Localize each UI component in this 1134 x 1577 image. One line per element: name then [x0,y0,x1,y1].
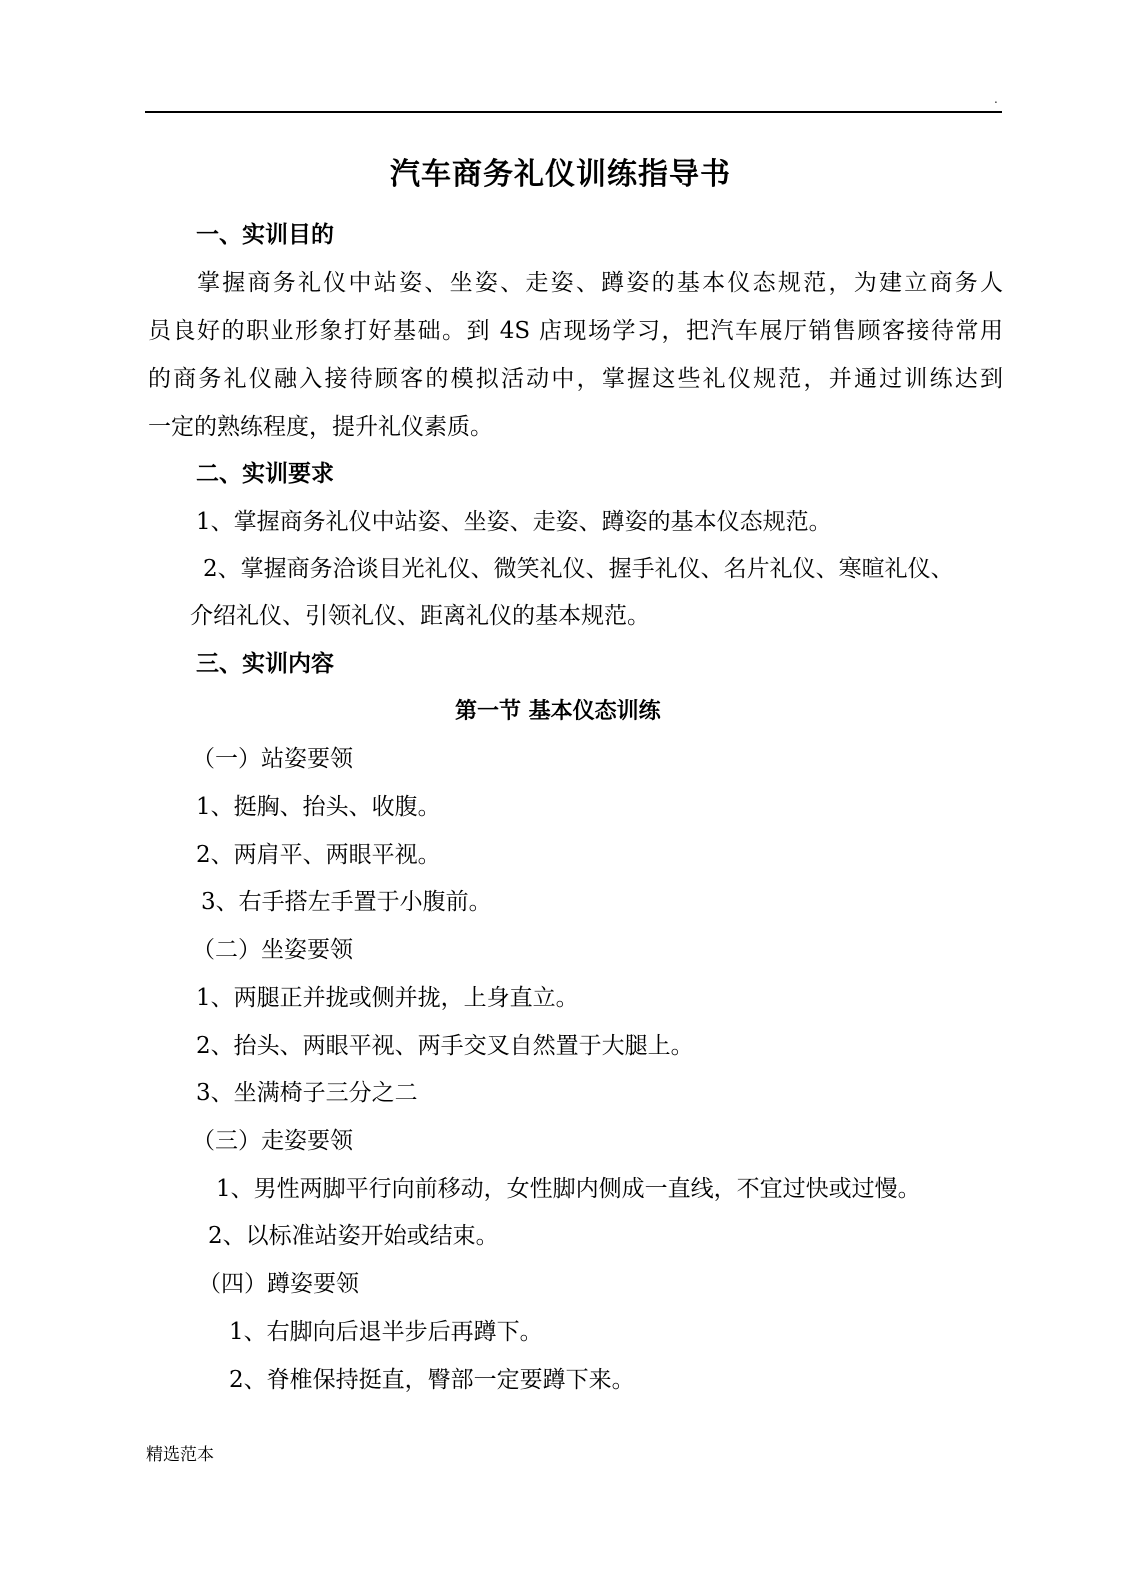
section2-item-2-line-1: 2、掌握商务洽谈目光礼仪、微笑礼仪、握手礼仪、名片礼仪、寒暄礼仪、 [203,556,954,582]
standing-item-2: 2、两肩平、两眼平视。 [196,842,441,868]
section1-line-1: 掌握商务礼仪中站姿、坐姿、走姿、蹲姿的基本仪态规范，为建立商务人 [197,270,1003,296]
walking-item-1: 1、男性两脚平行向前移动，女性脚内侧成一直线，不宜过快或过慢。 [216,1176,921,1202]
standing-heading: （一）站姿要领 [192,746,353,772]
sitting-item-3: 3、坐满椅子三分之二 [196,1080,418,1106]
walking-item-2: 2、以标准站姿开始或结束。 [208,1223,499,1249]
sitting-item-1: 1、两腿正并拢或侧并拢，上身直立。 [196,985,579,1011]
sitting-heading: （二）坐姿要领 [192,937,353,963]
walking-heading: （三）走姿要领 [192,1128,353,1154]
section3-heading: 三、实训内容 [196,651,334,677]
squatting-item-2: 2、脊椎保持挺直，臀部一定要蹲下来。 [229,1367,635,1393]
sitting-item-2: 2、抬头、两眼平视、两手交叉自然置于大腿上。 [196,1033,694,1059]
footer-text: 精选范本 [146,1445,214,1465]
section1-paragraph [148,268,1003,460]
section1-line-2: 员良好的职业形象打好基础。到 4S 店现场学习，把汽车展厅销售顾客接待常用 [148,318,1003,344]
section2-item-2-line-2: 介绍礼仪、引领礼仪、距离礼仪的基本规范。 [190,603,650,629]
document-title: 汽车商务礼仪训练指导书 [390,157,731,192]
squatting-heading: （四）蹲姿要领 [198,1271,359,1297]
header-dot: . [994,92,998,106]
section2-heading: 二、实训要求 [196,461,334,487]
section1-line-3: 的商务礼仪融入接待顾客的模拟活动中，掌握这些礼仪规范，并通过训练达到 [148,366,1003,392]
section2-item-1: 1、掌握商务礼仪中站姿、坐姿、走姿、蹲姿的基本仪态规范。 [196,509,832,535]
squatting-item-1: 1、右脚向后退半步后再蹲下。 [229,1319,543,1345]
section1-heading: 一、实训目的 [196,222,334,248]
standing-item-3: 3、右手搭左手置于小腹前。 [201,889,492,915]
header-rule [145,111,1002,113]
section3-subtitle: 第一节 基本仪态训练 [455,699,661,724]
section1-line-4: 一定的熟练程度，提升礼仪素质。 [148,414,493,440]
standing-item-1: 1、挺胸、抬头、收腹。 [196,794,441,820]
